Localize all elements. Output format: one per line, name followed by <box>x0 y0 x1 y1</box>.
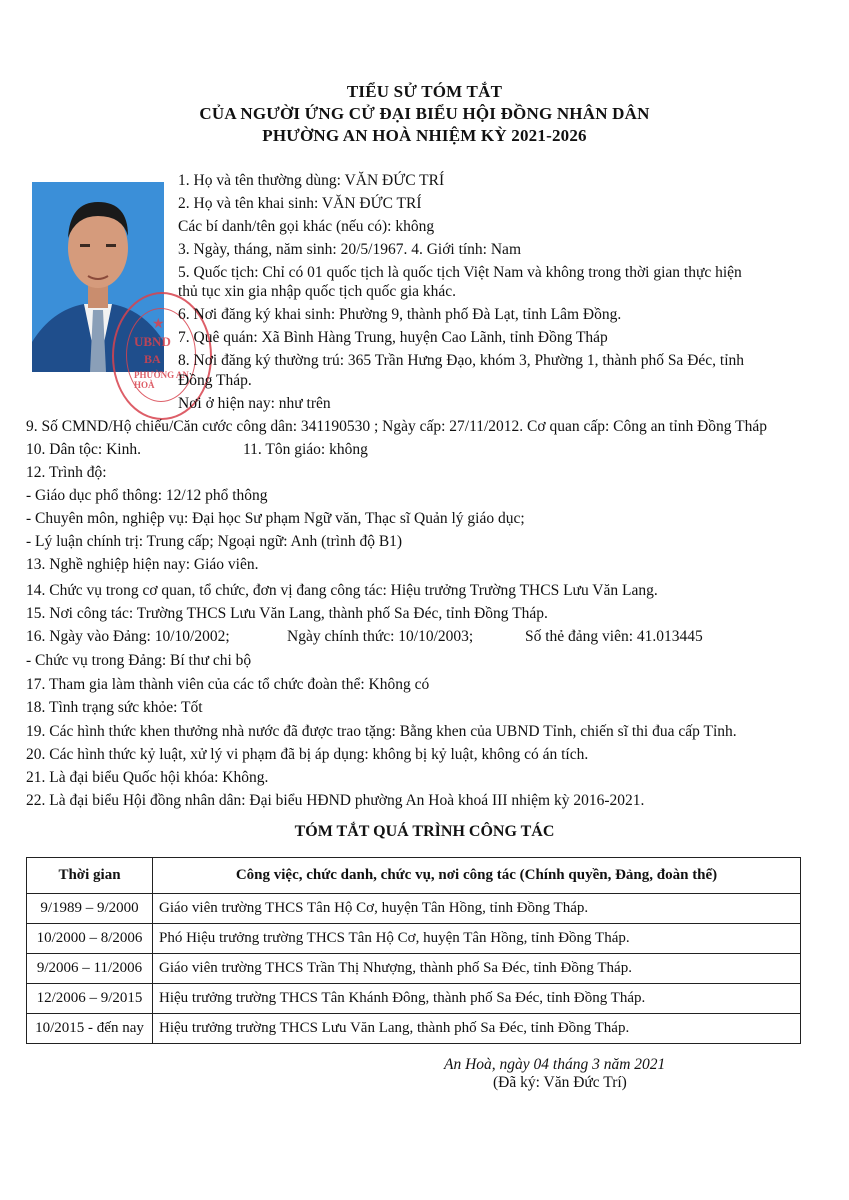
row-description: Hiệu trưởng trường THCS Tân Khánh Đông, thành phố Sa Đéc, tỉnh Đồng Tháp. <box>153 984 801 1014</box>
row-description: Giáo viên trường THCS Tân Hộ Cơ, huyện Tân Hồng, tỉnh Đồng Tháp. <box>153 894 801 924</box>
doc-title-line3: PHƯỜNG AN HOÀ NHIỆM KỲ 2021-2026 <box>262 126 587 145</box>
doc-title-line2: CỦA NGƯỜI ỨNG CỬ ĐẠI BIỂU HỘI ĐỒNG NHÂN DÂN <box>199 104 650 123</box>
bio-general-education: - Giáo dục phổ thông: 12/12 phổ thông <box>26 487 268 504</box>
bio-council-delegate: 22. Là đại biểu Hội đồng nhân dân: Đại biểu HĐND phường An Hoà khoá III nhiệm kỳ 2016-2021. <box>26 792 645 809</box>
doc-title-line1: TIỂU SỬ TÓM TẮT <box>346 82 503 101</box>
bio-organizations: 17. Tham gia làm thành viên của các tổ chức đoàn thể: Không có <box>26 676 430 693</box>
bio-religion: 11. Tôn giáo: không <box>243 441 368 458</box>
table-header-row <box>27 858 801 894</box>
work-history-title: TÓM TẮT QUÁ TRÌNH CÔNG TÁC <box>294 823 555 840</box>
bio-current-residence: Nơi ở hiện nay: như trên <box>178 395 331 412</box>
bio-party-position: - Chức vụ trong Đảng: Bí thư chi bộ <box>26 652 252 669</box>
signature-date: An Hoà, ngày 04 tháng 3 năm 2021 <box>444 1056 666 1073</box>
bio-permanent-address: 8. Nơi đăng ký thường trú: 365 Trần Hưng Đạo, khóm 3, Phường 1, thành phố Sa Đéc, tỉnh <box>178 352 745 369</box>
bio-position: 14. Chức vụ trong cơ quan, tổ chức, đơn vị đang công tác: Hiệu trưởng Trường THCS Lưu Văn Lang. <box>26 582 658 599</box>
bio-health: 18. Tình trạng sức khỏe: Tốt <box>26 699 203 716</box>
row-description: Giáo viên trường THCS Trần Thị Nhượng, thành phố Sa Đéc, tỉnh Đồng Tháp. <box>153 954 801 984</box>
bio-nationality-cont: thủ tục xin gia nhập quốc tịch quốc gia khác. <box>178 283 457 300</box>
row-time: 12/2006 – 9/2015 <box>27 984 153 1014</box>
row-time: 9/1989 – 9/2000 <box>27 894 153 924</box>
bio-id-card: 9. Số CMND/Hộ chiếu/Căn cước công dân: 341190530 ; Ngày cấp: 27/11/2012. Cơ quan cấp: Công an tỉnh Đồng Tháp <box>26 418 767 435</box>
bio-national-assembly: 21. Là đại biểu Quốc hội khóa: Không. <box>26 769 269 786</box>
bio-professional: - Chuyên môn, nghiệp vụ: Đại học Sư phạm Ngữ văn, Thạc sĩ Quản lý giáo dục; <box>26 510 525 527</box>
bio-workplace: 15. Nơi công tác: Trường THCS Lưu Văn Lang, thành phố Sa Đéc, tỉnh Đồng Tháp. <box>26 605 548 622</box>
bio-birth-name: 2. Họ và tên khai sinh: VĂN ĐỨC TRÍ <box>178 195 422 212</box>
bio-birth-registration: 6. Nơi đăng ký khai sinh: Phường 9, thành phố Đà Lạt, tỉnh Lâm Đồng. <box>178 306 622 323</box>
bio-hometown: 7. Quê quán: Xã Bình Hàng Trung, huyện Cao Lãnh, tỉnh Đồng Tháp <box>178 329 608 346</box>
bio-permanent-address-cont: Đồng Tháp. <box>178 372 252 389</box>
table-row <box>27 954 801 984</box>
table-row <box>27 1014 801 1044</box>
bio-awards: 19. Các hình thức khen thưởng nhà nước đã được trao tặng: Bằng khen của UBND Tỉnh, chiến sĩ thi đua cấp Tỉnh. <box>26 723 737 740</box>
row-time: 10/2015 - đến nay <box>27 1014 153 1044</box>
signature-name: (Đã ký: Văn Đức Trí) <box>493 1074 627 1091</box>
row-time: 10/2000 – 8/2006 <box>27 924 153 954</box>
header-time: Thời gian <box>27 858 153 894</box>
bio-aliases: Các bí danh/tên gọi khác (nếu có): không <box>178 218 435 235</box>
bio-discipline: 20. Các hình thức kỷ luật, xử lý vi phạm đã bị áp dụng: không bị kỷ luật, không có án tích. <box>26 746 589 763</box>
bio-nationality: 5. Quốc tịch: Chỉ có 01 quốc tịch là quốc tịch Việt Nam và không trong thời gian thực hiện <box>178 264 742 281</box>
bio-political-theory: - Lý luận chính trị: Trung cấp; Ngoại ngữ: Anh (trình độ B1) <box>26 533 403 550</box>
row-time: 9/2006 – 11/2006 <box>27 954 153 984</box>
seal-text-2: BA <box>144 352 161 366</box>
header-description: Công việc, chức danh, chức vụ, nơi công tác (Chính quyền, Đảng, đoàn thể) <box>153 858 801 894</box>
bio-party-official-date: Ngày chính thức: 10/10/2003; <box>287 628 474 645</box>
table-row <box>27 984 801 1014</box>
work-history-table <box>26 857 801 1044</box>
bio-occupation: 13. Nghề nghiệp hiện nay: Giáo viên. <box>26 556 259 573</box>
seal-text-1: UBND <box>134 334 171 349</box>
bio-birthdate-gender: 3. Ngày, tháng, năm sinh: 20/5/1967. 4. Giới tính: Nam <box>178 241 521 258</box>
bio-education-heading: 12. Trình độ: <box>26 464 107 481</box>
bio-party-card: Số thẻ đảng viên: 41.013445 <box>525 628 703 645</box>
row-description: Phó Hiệu trưởng trường THCS Tân Hộ Cơ, huyện Tân Hồng, tỉnh Đồng Tháp. <box>153 924 801 954</box>
bio-common-name: 1. Họ và tên thường dùng: VĂN ĐỨC TRÍ <box>178 172 445 189</box>
table-row <box>27 924 801 954</box>
bio-ethnicity: 10. Dân tộc: Kinh. <box>26 441 141 458</box>
table-row <box>27 894 801 924</box>
star-icon: ★ <box>152 317 165 332</box>
seal-text-3: PHƯỜNG AN HOÀ <box>134 370 189 390</box>
bio-party-join-date: 16. Ngày vào Đảng: 10/10/2002; <box>26 628 230 645</box>
row-description: Hiệu trưởng trường THCS Lưu Văn Lang, thành phố Sa Đéc, tỉnh Đồng Tháp. <box>153 1014 801 1044</box>
